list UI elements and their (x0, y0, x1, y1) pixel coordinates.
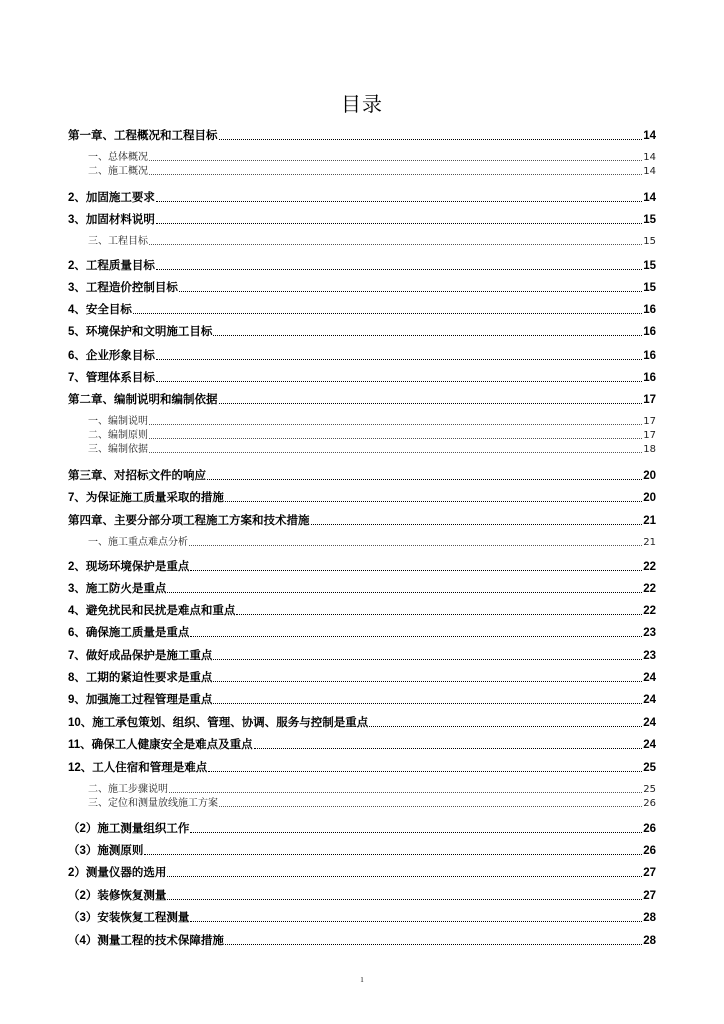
toc-subentry[interactable] (88, 782, 656, 795)
toc-entry-page: 22 (643, 582, 656, 595)
toc-entry[interactable] (68, 735, 656, 751)
toc-entry-page: 24 (643, 716, 656, 729)
dot-leader (149, 244, 642, 245)
toc-entry[interactable] (68, 668, 656, 684)
toc-entry-page: 20 (643, 491, 656, 504)
page-number: 1 (360, 976, 364, 984)
toc-entry-page: 15 (643, 259, 656, 272)
toc-entry-page: 15 (643, 213, 656, 226)
toc-entry-title: 第三章、对招标文件的响应 (68, 469, 206, 482)
dot-leader (213, 703, 642, 704)
toc-entry[interactable] (68, 488, 656, 504)
toc-entry-title: 第二章、编制说明和编制依据 (68, 393, 218, 406)
toc-entry-title: 7、做好成品保护是施工重点 (68, 649, 213, 662)
toc-entry-title: 一、施工重点难点分析 (88, 537, 188, 548)
toc-entry-page: 21 (643, 514, 656, 527)
dot-leader (213, 335, 642, 336)
toc-entry-page: 22 (643, 604, 656, 617)
dot-leader (133, 313, 642, 314)
toc-subentry[interactable] (88, 234, 656, 247)
toc-entry-title: 6、确保施工质量是重点 (68, 626, 190, 639)
dot-leader (156, 201, 642, 202)
toc-entry-title: 7、管理体系目标 (68, 371, 155, 384)
toc-entry[interactable] (68, 863, 656, 879)
toc-entry[interactable] (68, 278, 656, 294)
toc-entry-title: 3、加固材料说明 (68, 213, 155, 226)
toc-entry-title: 三、工程目标 (88, 236, 148, 247)
toc-entry-page: 16 (643, 349, 656, 362)
toc-entry-page: 24 (643, 738, 656, 751)
dot-leader (167, 876, 642, 877)
dot-leader (190, 921, 642, 922)
dot-leader (156, 223, 642, 224)
dot-leader (207, 479, 642, 480)
toc-entry-page: 23 (643, 649, 656, 662)
toc-entry-title: 12、工人住宿和管理是难点 (68, 761, 208, 774)
toc-entry-title: 3、工程造价控制目标 (68, 281, 178, 294)
toc-entry[interactable] (68, 188, 656, 204)
toc-entry-title: 第一章、工程概况和工程目标 (68, 129, 218, 142)
toc-entry[interactable] (68, 126, 656, 142)
toc-entry-title: 3、施工防火是重点 (68, 582, 167, 595)
toc-entry-title: 二、施工步骤说明 (88, 784, 168, 795)
dot-leader (167, 592, 642, 593)
toc-entry[interactable] (68, 210, 656, 226)
dot-leader (189, 545, 642, 546)
toc-entry-title: 第四章、主要分部分项工程施工方案和技术措施 (68, 514, 310, 527)
dot-leader (208, 771, 642, 772)
toc-entry-title: 2、现场环境保护是重点 (68, 560, 190, 573)
dot-leader (179, 291, 642, 292)
toc-entry-page: 15 (643, 236, 656, 247)
dot-leader (254, 748, 643, 749)
toc-entry-title: 4、安全目标 (68, 303, 132, 316)
dot-leader (190, 636, 642, 637)
toc-entry-page: 25 (643, 784, 656, 795)
toc-entry[interactable] (68, 690, 656, 706)
dot-leader (369, 726, 642, 727)
toc-entry[interactable] (68, 256, 656, 272)
toc-subentry[interactable] (88, 414, 656, 427)
toc-subentry[interactable] (88, 428, 656, 441)
dot-leader (225, 944, 642, 945)
toc-entry-title: 2、加固施工要求 (68, 191, 155, 204)
toc-entry-page: 26 (643, 798, 656, 809)
toc-entry-title: 2、工程质量目标 (68, 259, 155, 272)
toc-entry-page: 27 (643, 889, 656, 902)
dot-leader (236, 614, 642, 615)
toc-entry[interactable] (68, 758, 656, 774)
toc-entry[interactable] (68, 886, 656, 902)
toc-entry-title: 5、环境保护和文明施工目标 (68, 325, 213, 338)
toc-entry-page: 16 (643, 371, 656, 384)
dot-leader (225, 501, 642, 502)
toc-entry-page: 25 (643, 761, 656, 774)
toc-entry-title: （4）测量工程的技术保障措施 (68, 934, 224, 947)
toc-entry-title: 一、编制说明 (88, 416, 148, 427)
dot-leader (149, 424, 642, 425)
dot-leader (311, 524, 643, 525)
toc-entry-page: 28 (643, 934, 656, 947)
dot-leader (156, 359, 642, 360)
toc-entry-page: 14 (643, 166, 656, 177)
dot-leader (156, 269, 642, 270)
toc-entry-page: 28 (643, 911, 656, 924)
toc-subentry[interactable] (88, 442, 656, 455)
toc-entry-page: 23 (643, 626, 656, 639)
toc-entry[interactable] (68, 646, 656, 662)
toc-entry-page: 24 (643, 693, 656, 706)
toc-entry-title: 二、施工概况 (88, 166, 148, 177)
toc-entry-title: 11、确保工人健康安全是难点及重点 (68, 738, 253, 751)
toc-entry-page: 17 (643, 430, 656, 441)
dot-leader (190, 570, 642, 571)
toc-entry-title: 7、为保证施工质量采取的措施 (68, 491, 224, 504)
toc-entry[interactable] (68, 557, 656, 573)
toc-entry-title: 2）测量仪器的选用 (68, 866, 167, 879)
toc-entry-title: （3）施测原则 (68, 844, 144, 857)
toc-entry-title: 8、工期的紧迫性要求是重点 (68, 671, 213, 684)
dot-leader (190, 832, 642, 833)
toc-entry-title: 10、施工承包策划、组织、管理、协调、服务与控制是重点 (68, 716, 369, 729)
toc-entry-page: 26 (643, 844, 656, 857)
dot-leader (149, 174, 642, 175)
toc-entry-page: 20 (643, 469, 656, 482)
toc-entry-page: 18 (643, 444, 656, 455)
dot-leader (219, 139, 643, 140)
toc-entry[interactable] (68, 713, 656, 729)
toc-entry-page: 22 (643, 560, 656, 573)
toc-entry-page: 17 (643, 416, 656, 427)
toc-entry-page: 27 (643, 866, 656, 879)
dot-leader (167, 899, 642, 900)
toc-entry[interactable] (68, 322, 656, 338)
dot-leader (213, 659, 642, 660)
dot-leader (149, 452, 642, 453)
toc-entry-page: 16 (643, 325, 656, 338)
toc-entry-title: （2）装修恢复测量 (68, 889, 167, 902)
toc-entry-title: 4、避免扰民和民扰是难点和重点 (68, 604, 236, 617)
toc-title: 目录 (341, 92, 383, 116)
toc-entry-page: 14 (643, 191, 656, 204)
dot-leader (156, 381, 642, 382)
toc-entry[interactable] (68, 841, 656, 857)
toc-entry-page: 14 (643, 152, 656, 163)
dot-leader (169, 792, 642, 793)
toc-entry-page: 24 (643, 671, 656, 684)
dot-leader (149, 160, 642, 161)
toc-entry-page: 21 (643, 537, 656, 548)
dot-leader (144, 854, 642, 855)
dot-leader (213, 681, 642, 682)
toc-entry[interactable] (68, 908, 656, 924)
toc-subentry[interactable] (88, 796, 656, 809)
toc-entry-title: （3）安装恢复工程测量 (68, 911, 190, 924)
toc-subentry[interactable] (88, 150, 656, 163)
toc-entry-page: 26 (643, 822, 656, 835)
toc-entry-title: 6、企业形象目标 (68, 349, 155, 362)
toc-entry-page: 17 (643, 393, 656, 406)
toc-entry[interactable] (68, 300, 656, 316)
toc-entry[interactable] (68, 579, 656, 595)
dot-leader (149, 438, 642, 439)
toc-entry[interactable] (68, 346, 656, 362)
dot-leader (219, 403, 643, 404)
toc-entry[interactable] (68, 601, 656, 617)
toc-entry[interactable] (68, 511, 656, 527)
toc-entry-title: 三、定位和测量放线施工方案 (88, 798, 218, 809)
toc-entry[interactable] (68, 931, 656, 947)
toc-entry-page: 16 (643, 303, 656, 316)
toc-entry-title: 9、加强施工过程管理是重点 (68, 693, 213, 706)
toc-entry-page: 14 (643, 129, 656, 142)
toc-entry-title: 二、编制原则 (88, 430, 148, 441)
toc-entry[interactable] (68, 819, 656, 835)
toc-entry-title: 三、编制依据 (88, 444, 148, 455)
toc-entry[interactable] (68, 368, 656, 384)
dot-leader (219, 806, 642, 807)
toc-subentry[interactable] (88, 535, 656, 548)
toc-entry-title: （2）施工测量组织工作 (68, 822, 190, 835)
toc-entry[interactable] (68, 390, 656, 406)
toc-entry-title: 一、总体概况 (88, 152, 148, 163)
toc-entry-page: 15 (643, 281, 656, 294)
toc-entry[interactable] (68, 466, 656, 482)
toc-subentry[interactable] (88, 164, 656, 177)
toc-entry[interactable] (68, 623, 656, 639)
